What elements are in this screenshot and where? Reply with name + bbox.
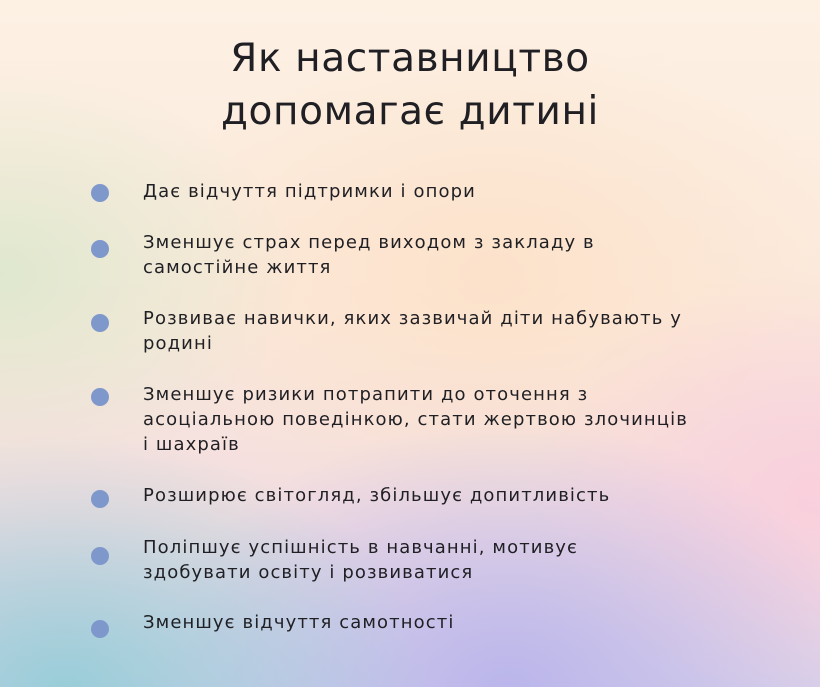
bullet-dot-icon: [91, 240, 109, 258]
list-item-text: Зменшує ризики потрапити до оточення з асоціальною поведінкою, стати жертвою злочинців і шахраїв: [143, 384, 688, 455]
list-item-text: Поліпшує успішність в навчанні, мотивує здобувати освіту і розвиватися: [143, 537, 579, 583]
bullet-dot-icon: [91, 547, 109, 565]
title-line-2: допомагає дитині: [220, 89, 599, 134]
bullet-dot-icon: [91, 184, 109, 202]
list-item-text: Розвиває навички, яких зазвичай діти набувають у родині: [143, 308, 683, 354]
bullet-dot-icon: [91, 388, 109, 406]
list-item-text: Розширює світогляд, збільшує допитливість: [143, 485, 611, 506]
bullet-dot-icon: [91, 314, 109, 332]
list-item-text: Зменшує відчуття самотності: [143, 612, 455, 633]
title-line-1: Як наставництво: [230, 36, 590, 81]
list-item-text: Зменшує страх перед виходом з закладу в самостійне життя: [143, 232, 595, 278]
bullet-dot-icon: [91, 490, 109, 508]
list-item-text: Дає відчуття підтримки і опори: [143, 181, 476, 202]
bullet-dot-icon: [91, 620, 109, 638]
